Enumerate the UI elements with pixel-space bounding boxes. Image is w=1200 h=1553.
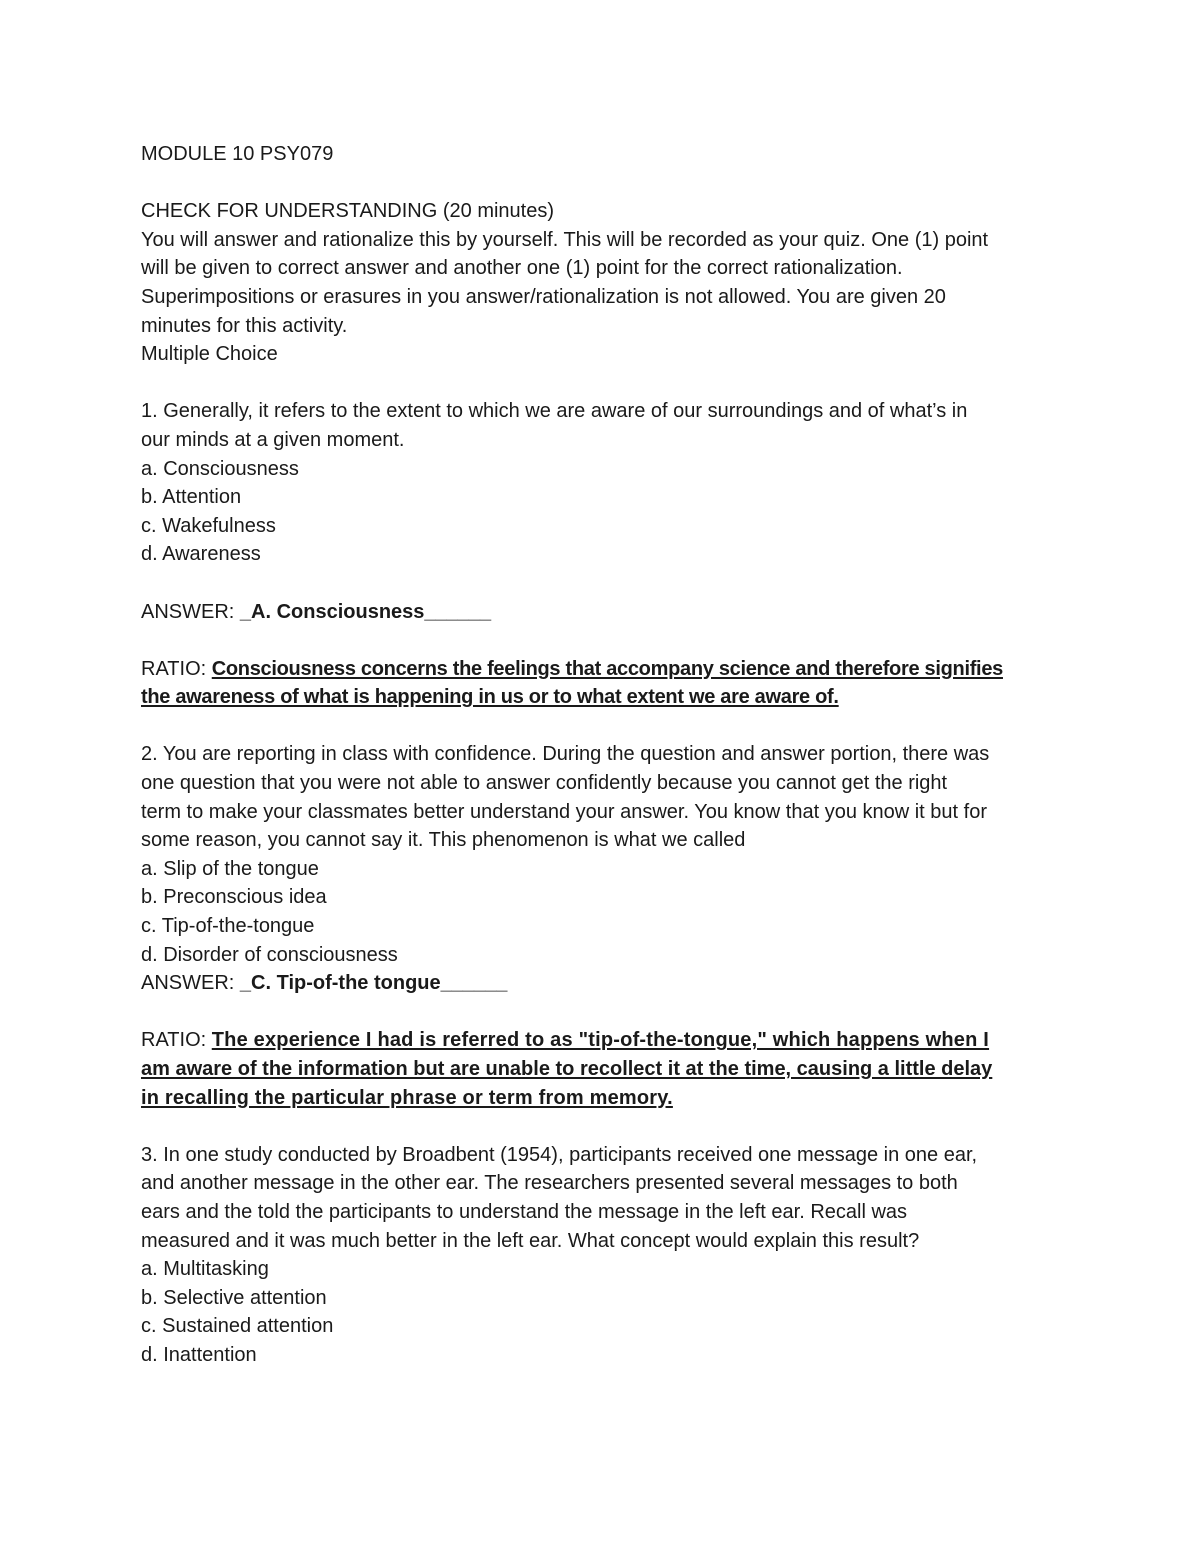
answer-label: ANSWER: bbox=[141, 972, 240, 995]
ratio-text: the awareness of what is happening in us or to what extent we are aware of. bbox=[141, 686, 839, 709]
option-c: c. Sustained attention bbox=[141, 1315, 334, 1338]
answer-value: _C. Tip-of-the tongue______ bbox=[239, 972, 508, 995]
option-d: d. Disorder of consciousness bbox=[141, 943, 398, 966]
ratio-line bbox=[141, 683, 1071, 712]
option-a: a. Multitasking bbox=[141, 1258, 269, 1281]
option-d: d. Inattention bbox=[141, 1343, 257, 1366]
ratio-label: RATIO: bbox=[141, 657, 212, 680]
question-stem: and another message in the other ear. The researchers presented several messages to both bbox=[141, 1172, 958, 1195]
section-title: CHECK FOR UNDERSTANDING (20 minutes) bbox=[141, 200, 555, 223]
section-type: Multiple Choice bbox=[141, 343, 278, 366]
spacer bbox=[141, 369, 1071, 398]
answer-value: _A. Consciousness______ bbox=[239, 600, 492, 623]
instructions-line: minutes for this activity. bbox=[141, 314, 348, 337]
ratio-text: am aware of the information but are unable to recollect it at the time, causing a little delay bbox=[141, 1058, 993, 1080]
option-b: b. Attention bbox=[141, 486, 242, 509]
option-c: c. Tip-of-the-tongue bbox=[141, 915, 315, 938]
question-stem: 3. In one study conducted by Broadbent (1954), participants received one message in one ear, bbox=[141, 1143, 978, 1166]
option-c: c. Wakefulness bbox=[141, 514, 276, 537]
answer-line bbox=[141, 598, 1071, 627]
ratio-line bbox=[141, 655, 1071, 684]
ratio-text: in recalling the particular phrase or term from memory. bbox=[141, 1086, 673, 1109]
question-stem: one question that you were not able to answer confidently because you cannot get the right bbox=[141, 772, 948, 795]
ratio-line bbox=[141, 1084, 1071, 1113]
answer-line bbox=[141, 969, 1071, 998]
question-stem: some reason, you cannot say it. This phenomenon is what we called bbox=[141, 829, 746, 852]
ratio-line bbox=[141, 1026, 1071, 1055]
ratio-text: The experience I had is referred to as "tip-of-the-tongue," which happens when I bbox=[211, 1029, 990, 1052]
question-stem: ears and the told the participants to understand the message in the left ear. Recall was bbox=[141, 1200, 908, 1223]
spacer bbox=[141, 1112, 1071, 1141]
question-stem: 2. You are reporting in class with confidence. During the question and answer portion, there was bbox=[141, 743, 990, 766]
spacer bbox=[141, 626, 1071, 655]
ratio-label: RATIO: bbox=[141, 1029, 212, 1052]
question-1 bbox=[141, 397, 1071, 740]
spacer bbox=[141, 569, 1071, 598]
option-a: a. Consciousness bbox=[141, 457, 299, 480]
question-3 bbox=[141, 1141, 1071, 1370]
module-title: MODULE 10 PSY079 bbox=[141, 143, 334, 165]
option-a: a. Slip of the tongue bbox=[141, 857, 319, 880]
question-stem: term to make your classmates better understand your answer. You know that you know it but for bbox=[141, 800, 987, 823]
instructions-line: You will answer and rationalize this by yourself. This will be recorded as your quiz. One (1) point bbox=[141, 228, 989, 251]
ratio-line bbox=[141, 1055, 1071, 1084]
instructions-line: will be given to correct answer and another one (1) point for the correct rationalization. bbox=[141, 257, 903, 280]
answer-label: ANSWER: bbox=[141, 600, 240, 623]
spacer bbox=[141, 998, 1071, 1027]
question-stem: 1. Generally, it refers to the extent to which we are aware of our surroundings and of what’s in bbox=[141, 400, 968, 423]
option-b: b. Selective attention bbox=[141, 1286, 327, 1309]
option-b: b. Preconscious idea bbox=[141, 886, 327, 909]
option-d: d. Awareness bbox=[141, 543, 261, 566]
spacer bbox=[141, 712, 1071, 741]
instructions-line: Superimpositions or erasures in you answer/rationalization is not allowed. You are given 20 bbox=[141, 285, 946, 308]
ratio-text: Consciousness concerns the feelings that accompany science and therefore signifies bbox=[211, 657, 1003, 680]
question-stem: measured and it was much better in the left ear. What concept would explain this result? bbox=[141, 1229, 920, 1252]
spacer bbox=[141, 169, 1071, 198]
question-stem: our minds at a given moment. bbox=[141, 428, 405, 451]
question-2 bbox=[141, 740, 1071, 1140]
document-page bbox=[141, 140, 1071, 1370]
